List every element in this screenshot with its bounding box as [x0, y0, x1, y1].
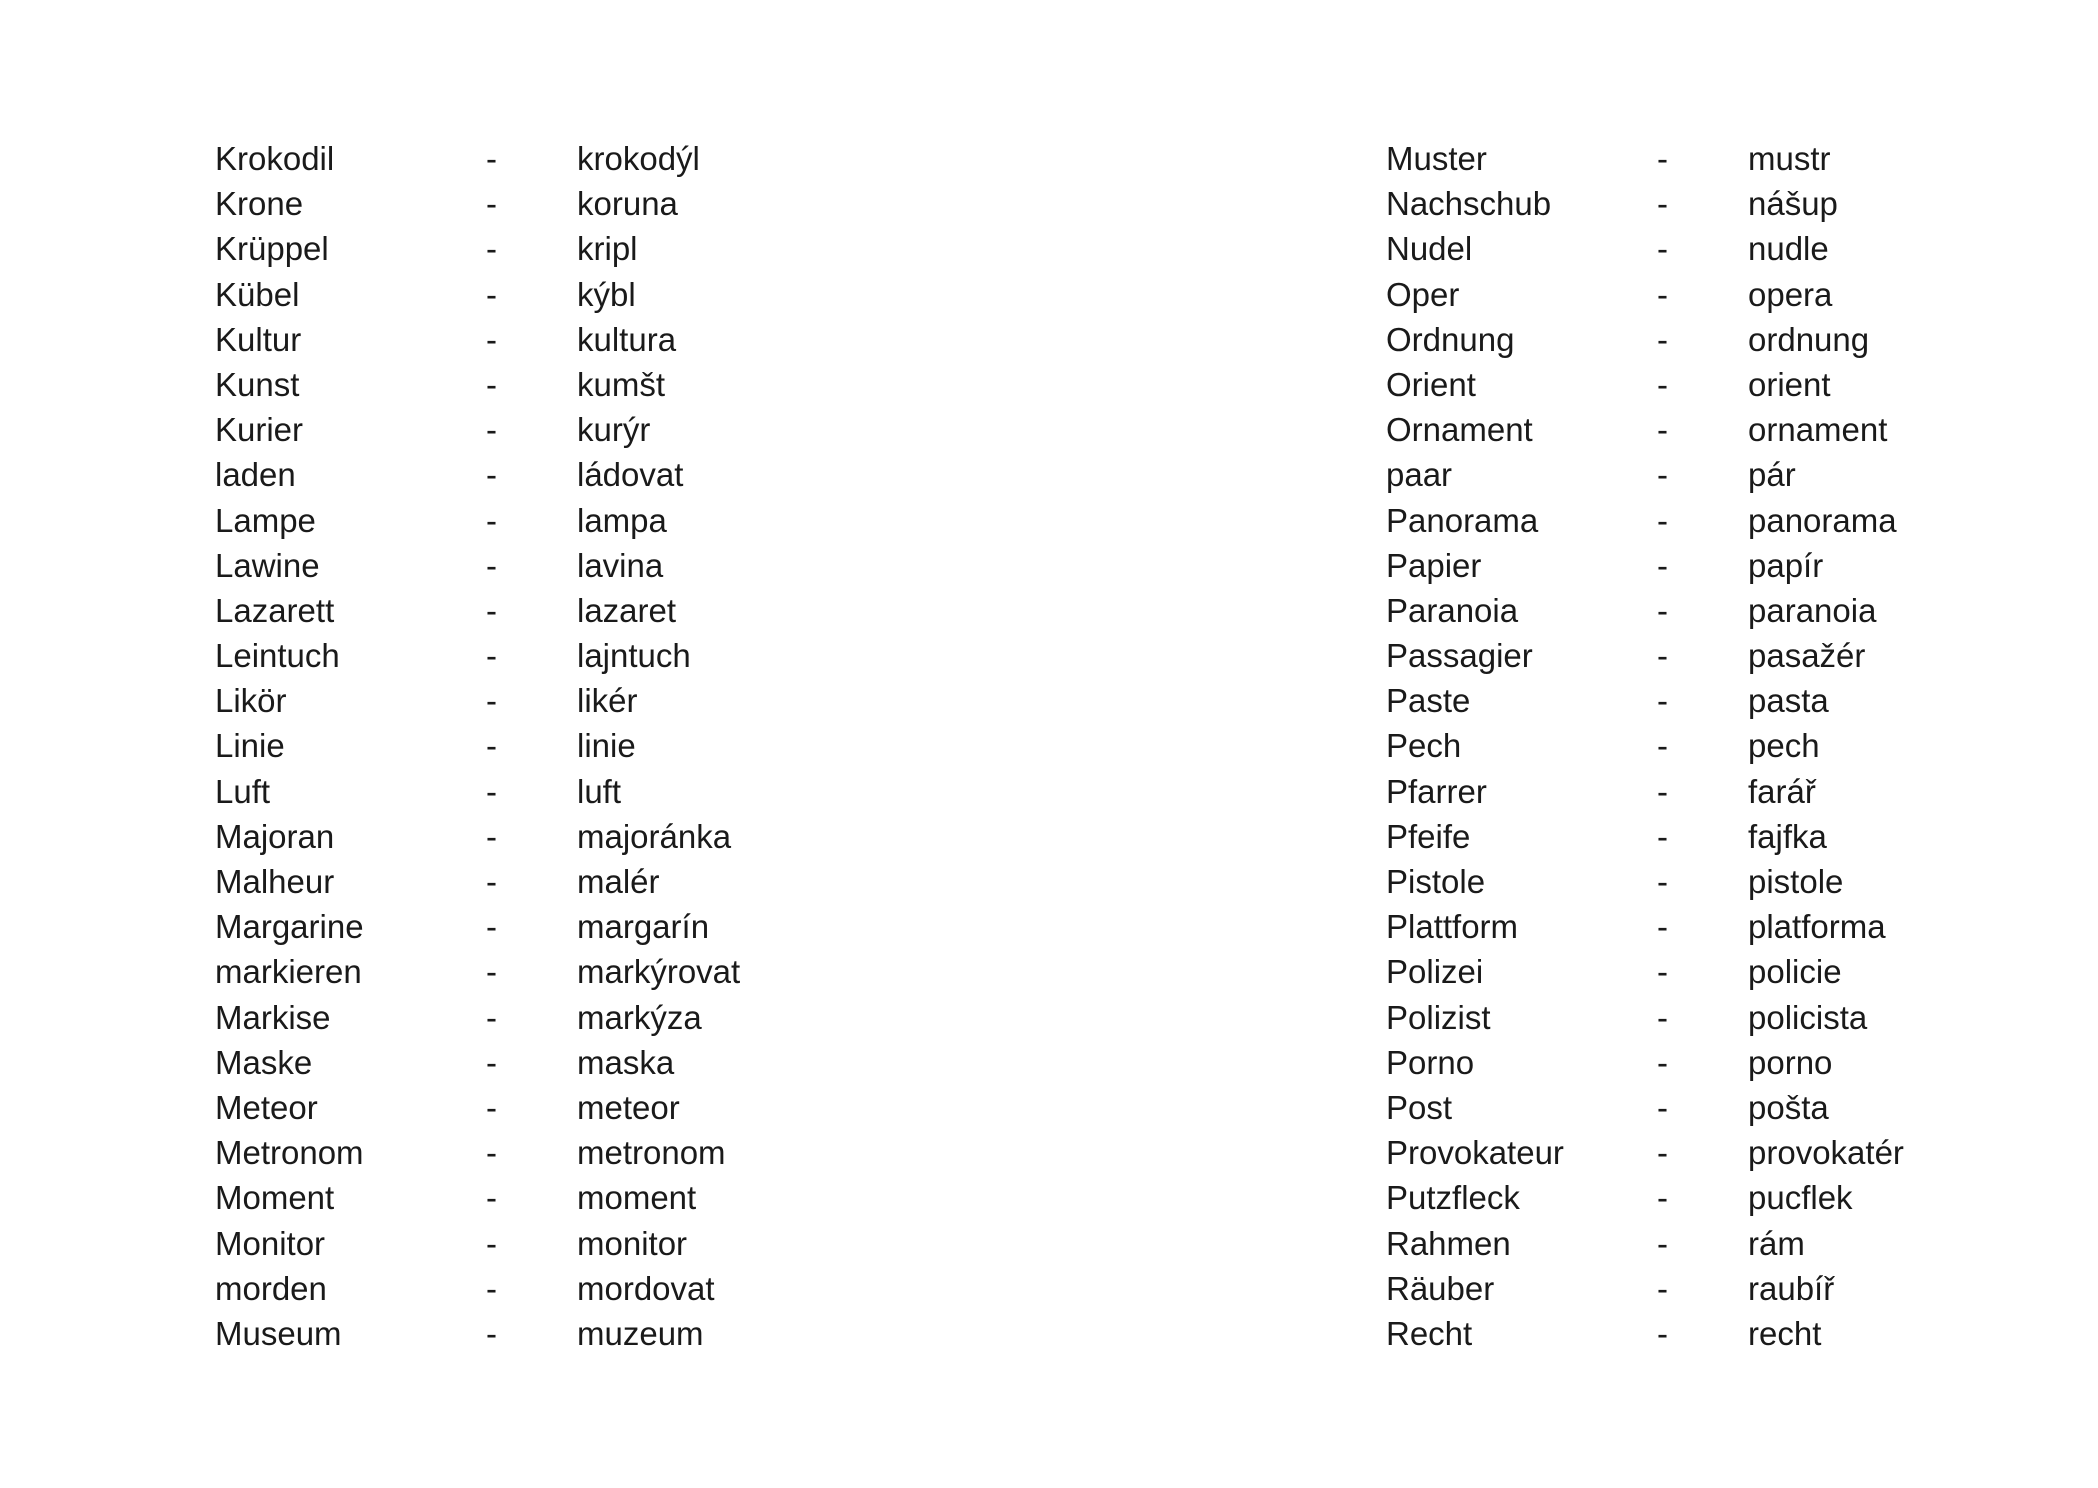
german-word: Muster	[1386, 140, 1487, 177]
czech-word: raubíř	[1748, 1269, 1835, 1307]
separator-dash: -	[1657, 1269, 1668, 1307]
czech-word: pech	[1748, 727, 1820, 765]
czech-word: mordovat	[577, 1269, 715, 1307]
german-word: Pistole	[1386, 863, 1486, 900]
separator-dash: -	[486, 1043, 497, 1081]
separator-dash: -	[486, 546, 497, 584]
separator-dash: -	[486, 637, 497, 675]
german-word: Passagier	[1386, 637, 1533, 675]
word-pair-row	[1386, 588, 2098, 633]
czech-word: meteor	[577, 1088, 680, 1126]
german-word: Likör	[215, 682, 287, 720]
word-pair-row	[1386, 1311, 2098, 1356]
czech-word: lazaret	[577, 591, 677, 629]
german-word: Paste	[1386, 682, 1471, 720]
word-pair-row	[215, 633, 1035, 678]
german-word: Rahmen	[1386, 1224, 1511, 1262]
czech-word: markýrovat	[577, 953, 741, 991]
word-list-right-column	[1386, 136, 2098, 1356]
czech-word: fajfka	[1748, 817, 1827, 855]
word-pair-row	[215, 769, 1035, 814]
word-pair-row	[1386, 181, 2098, 226]
word-pair-row	[1386, 633, 2098, 678]
czech-word: lavina	[577, 546, 664, 584]
german-word: Markise	[215, 998, 331, 1036]
czech-word: muzeum	[577, 1314, 704, 1352]
german-word: Ornament	[1386, 411, 1533, 449]
separator-dash: -	[486, 1224, 497, 1262]
czech-word: ládovat	[577, 456, 684, 494]
separator-dash: -	[1657, 637, 1668, 675]
separator-dash: -	[486, 908, 497, 946]
german-word: Putzfleck	[1386, 1179, 1520, 1217]
german-word: Kurier	[215, 411, 304, 449]
word-pair-row	[1386, 498, 2098, 543]
word-pair-row	[1386, 1040, 2098, 1085]
german-word: Majoran	[215, 817, 335, 855]
separator-dash: -	[1657, 1134, 1668, 1172]
word-pair-row	[1386, 678, 2098, 723]
czech-word: lampa	[577, 501, 667, 539]
word-pair-row	[215, 1040, 1035, 1085]
separator-dash: -	[1657, 1224, 1668, 1262]
german-word: Panorama	[1386, 501, 1539, 539]
separator-dash: -	[486, 1179, 497, 1217]
german-word: Krokodil	[215, 140, 335, 177]
separator-dash: -	[1657, 591, 1668, 629]
czech-word: markýza	[577, 998, 702, 1036]
word-list-left-column	[215, 136, 1035, 1356]
word-pair-row	[1386, 362, 2098, 407]
german-word: Kunst	[215, 365, 300, 403]
german-word: morden	[215, 1269, 327, 1307]
separator-dash: -	[1657, 501, 1668, 539]
word-pair-row	[1386, 949, 2098, 994]
czech-word: pár	[1748, 456, 1796, 494]
word-pair-row	[1386, 1085, 2098, 1130]
german-word: Polizist	[1386, 998, 1491, 1036]
separator-dash: -	[486, 411, 497, 449]
separator-dash: -	[486, 863, 497, 900]
separator-dash: -	[1657, 863, 1668, 900]
separator-dash: -	[1657, 546, 1668, 584]
czech-word: metronom	[577, 1134, 726, 1172]
separator-dash: -	[486, 772, 497, 810]
word-pair-row	[215, 859, 1035, 904]
czech-word: malér	[577, 863, 660, 900]
separator-dash: -	[486, 817, 497, 855]
word-pair-row	[1386, 407, 2098, 452]
word-pair-row	[215, 949, 1035, 994]
word-pair-row	[1386, 272, 2098, 317]
separator-dash: -	[486, 1314, 497, 1352]
czech-word: kurýr	[577, 411, 651, 449]
czech-word: pistole	[1748, 863, 1844, 900]
word-pair-row	[1386, 452, 2098, 497]
separator-dash: -	[1657, 1179, 1668, 1217]
german-word: Malheur	[215, 863, 335, 900]
word-pair-row	[1386, 814, 2098, 859]
separator-dash: -	[1657, 411, 1668, 449]
czech-word: ordnung	[1748, 320, 1870, 358]
czech-word: recht	[1748, 1314, 1822, 1352]
separator-dash: -	[1657, 1043, 1668, 1081]
word-pair-row	[215, 362, 1035, 407]
word-pair-row	[1386, 1221, 2098, 1266]
czech-word: opera	[1748, 275, 1833, 313]
german-word: Kultur	[215, 320, 302, 358]
german-word: Pech	[1386, 727, 1462, 765]
word-pair-row	[215, 407, 1035, 452]
german-word: Ordnung	[1386, 320, 1515, 358]
word-pair-row	[1386, 1266, 2098, 1311]
german-word: Monitor	[215, 1224, 326, 1262]
word-pair-row	[1386, 136, 2098, 181]
separator-dash: -	[1657, 320, 1668, 358]
czech-word: nášup	[1748, 185, 1838, 223]
german-word: Plattform	[1386, 908, 1519, 946]
word-pair-row	[215, 272, 1035, 317]
separator-dash: -	[486, 365, 497, 403]
german-word: Museum	[215, 1314, 342, 1352]
separator-dash: -	[486, 230, 497, 268]
word-pair-row	[215, 543, 1035, 588]
word-pair-row	[1386, 543, 2098, 588]
czech-word: mustr	[1748, 140, 1831, 177]
separator-dash: -	[1657, 998, 1668, 1036]
word-pair-row	[215, 226, 1035, 271]
german-word: Leintuch	[215, 637, 340, 675]
german-word: Recht	[1386, 1314, 1473, 1352]
czech-word: orient	[1748, 365, 1831, 403]
czech-word: nudle	[1748, 230, 1829, 268]
word-pair-row	[215, 1175, 1035, 1220]
czech-word: luft	[577, 772, 622, 810]
german-word: Porno	[1386, 1043, 1475, 1081]
separator-dash: -	[1657, 456, 1668, 494]
german-word: Krüppel	[215, 230, 329, 268]
german-word: Paranoia	[1386, 591, 1519, 629]
word-pair-row	[215, 588, 1035, 633]
german-word: Räuber	[1386, 1269, 1495, 1307]
word-pair-row	[215, 723, 1035, 768]
german-word: Luft	[215, 772, 271, 810]
german-word: Kübel	[215, 275, 300, 313]
czech-word: farář	[1748, 772, 1816, 810]
word-pair-row	[215, 904, 1035, 949]
separator-dash: -	[486, 275, 497, 313]
czech-word: rám	[1748, 1224, 1805, 1262]
czech-word: maska	[577, 1043, 675, 1081]
german-word: Pfeife	[1386, 817, 1471, 855]
german-word: Meteor	[215, 1088, 318, 1126]
separator-dash: -	[1657, 1314, 1668, 1352]
czech-word: policista	[1748, 998, 1868, 1036]
word-pair-row	[1386, 904, 2098, 949]
separator-dash: -	[1657, 682, 1668, 720]
separator-dash: -	[486, 185, 497, 223]
german-word: Krone	[215, 185, 304, 223]
czech-word: monitor	[577, 1224, 688, 1262]
german-word: Nudel	[1386, 230, 1473, 268]
czech-word: likér	[577, 682, 638, 720]
czech-word: ornament	[1748, 411, 1888, 449]
german-word: Margarine	[215, 908, 364, 946]
word-pair-row	[215, 814, 1035, 859]
czech-word: pošta	[1748, 1088, 1829, 1126]
czech-word: krokodýl	[577, 140, 700, 177]
german-word: Provokateur	[1386, 1134, 1564, 1172]
czech-word: panorama	[1748, 501, 1897, 539]
german-word: Polizei	[1386, 953, 1484, 991]
german-word: Moment	[215, 1179, 335, 1217]
czech-word: pucflek	[1748, 1179, 1853, 1217]
word-pair-row	[215, 1085, 1035, 1130]
word-pair-row	[215, 181, 1035, 226]
german-word: Lazarett	[215, 591, 335, 629]
german-word: Metronom	[215, 1134, 364, 1172]
czech-word: policie	[1748, 953, 1842, 991]
word-pair-row	[1386, 317, 2098, 362]
czech-word: kripl	[577, 230, 638, 268]
word-pair-row	[215, 317, 1035, 362]
czech-word: paranoia	[1748, 591, 1877, 629]
czech-word: majoránka	[577, 817, 732, 855]
czech-word: koruna	[577, 185, 678, 223]
german-word: Papier	[1386, 546, 1482, 584]
german-word: Pfarrer	[1386, 772, 1487, 810]
czech-word: margarín	[577, 908, 710, 946]
separator-dash: -	[1657, 230, 1668, 268]
word-pair-row	[215, 452, 1035, 497]
german-word: markieren	[215, 953, 362, 991]
word-pair-row	[1386, 1130, 2098, 1175]
separator-dash: -	[486, 456, 497, 494]
separator-dash: -	[1657, 953, 1668, 991]
german-word: Nachschub	[1386, 185, 1552, 223]
czech-word: lajntuch	[577, 637, 691, 675]
czech-word: moment	[577, 1179, 697, 1217]
separator-dash: -	[486, 501, 497, 539]
word-pair-row	[215, 995, 1035, 1040]
separator-dash: -	[486, 1134, 497, 1172]
czech-word: pasažér	[1748, 637, 1866, 675]
word-pair-row	[1386, 226, 2098, 271]
separator-dash: -	[486, 953, 497, 991]
german-word: Linie	[215, 727, 285, 765]
czech-word: platforma	[1748, 908, 1886, 946]
separator-dash: -	[1657, 275, 1668, 313]
word-pair-row	[215, 1130, 1035, 1175]
word-pair-row	[1386, 859, 2098, 904]
word-pair-row	[215, 498, 1035, 543]
german-word: Lawine	[215, 546, 320, 584]
czech-word: linie	[577, 727, 636, 765]
german-word: Oper	[1386, 275, 1460, 313]
separator-dash: -	[1657, 1088, 1668, 1126]
separator-dash: -	[1657, 772, 1668, 810]
czech-word: porno	[1748, 1043, 1833, 1081]
german-word: paar	[1386, 456, 1453, 494]
czech-word: provokatér	[1748, 1134, 1904, 1172]
word-pair-row	[215, 1266, 1035, 1311]
word-pair-row	[215, 1311, 1035, 1356]
czech-word: papír	[1748, 546, 1824, 584]
word-pair-row	[1386, 995, 2098, 1040]
separator-dash: -	[1657, 727, 1668, 765]
separator-dash: -	[486, 727, 497, 765]
separator-dash: -	[486, 1088, 497, 1126]
separator-dash: -	[1657, 817, 1668, 855]
word-pair-row	[1386, 723, 2098, 768]
czech-word: kultura	[577, 320, 677, 358]
german-word: laden	[215, 456, 296, 494]
separator-dash: -	[486, 998, 497, 1036]
separator-dash: -	[1657, 140, 1668, 177]
german-word: Lampe	[215, 501, 316, 539]
separator-dash: -	[1657, 908, 1668, 946]
word-pair-row	[215, 136, 1035, 181]
separator-dash: -	[486, 682, 497, 720]
czech-word: pasta	[1748, 682, 1829, 720]
word-pair-row	[215, 678, 1035, 723]
separator-dash: -	[486, 140, 497, 177]
word-pair-row	[1386, 1175, 2098, 1220]
separator-dash: -	[1657, 185, 1668, 223]
czech-word: kumšt	[577, 365, 666, 403]
word-pair-row	[215, 1221, 1035, 1266]
separator-dash: -	[486, 591, 497, 629]
separator-dash: -	[486, 1269, 497, 1307]
czech-word: kýbl	[577, 275, 636, 313]
word-pair-row	[1386, 769, 2098, 814]
german-word: Maske	[215, 1043, 313, 1081]
separator-dash: -	[1657, 365, 1668, 403]
german-word: Orient	[1386, 365, 1476, 403]
german-word: Post	[1386, 1088, 1453, 1126]
separator-dash: -	[486, 320, 497, 358]
